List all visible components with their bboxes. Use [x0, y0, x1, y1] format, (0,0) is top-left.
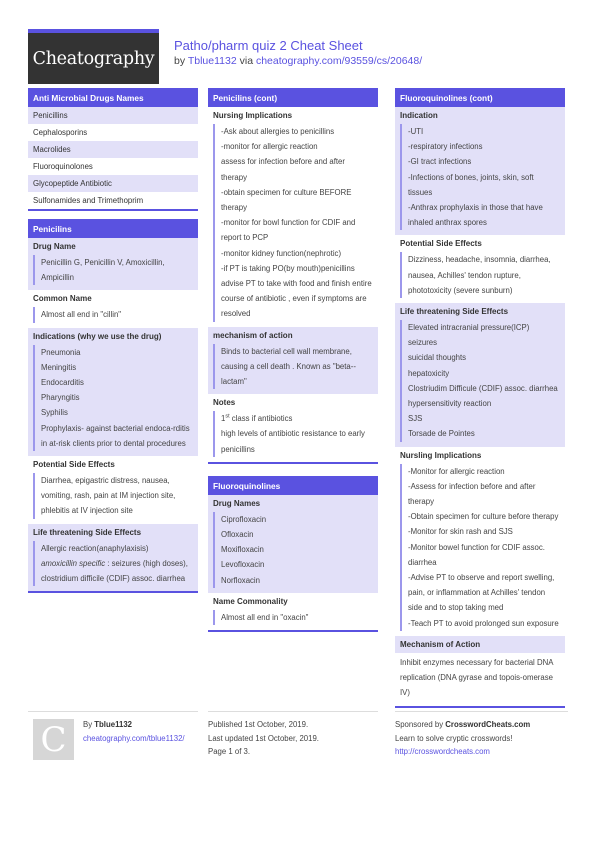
list-item: Sulfonamides and Trimethoprim [28, 192, 198, 209]
section-title: Indications (why we use the drug) [33, 331, 162, 341]
section-line: -monitor for allergic reaction [221, 142, 318, 152]
section-body [400, 252, 560, 298]
section-line: Binds to bacterial cell wall membrane, causing a cell death . Known as "beta--lactam" [221, 346, 356, 387]
section-line: -respiratory infections [408, 142, 483, 152]
page-number: Page 1 of 3. [208, 747, 251, 756]
section-line: seizures [408, 338, 438, 348]
logo-text: Cheatography [32, 48, 155, 69]
section-line: -Advise PT to observe and report swelling, pain, or inflammation at Achilles' tendon side and to stop taking med [408, 573, 555, 613]
section-line: Levofloxacin [221, 560, 265, 570]
page-title[interactable]: Patho/pharm quiz 2 Cheat Sheet [174, 38, 363, 53]
section-life-threatening [395, 303, 565, 447]
sponsor-prefix: Sponsored by [395, 720, 444, 729]
section-title: mechanism of action [213, 330, 293, 340]
section-line: Ciprofloxacin [221, 514, 267, 524]
section-mechanism-body [395, 653, 565, 706]
section-body [213, 610, 373, 625]
cheatography-logo[interactable] [28, 29, 159, 84]
footer-author-name: Tblue1132 [94, 720, 132, 729]
section-body [213, 124, 373, 322]
list-item: Penicillins [28, 107, 198, 124]
section-line: Norfloxacin [221, 575, 260, 585]
block-anti-microbial-drugs [28, 88, 198, 211]
block-title: Penicilins (cont) [208, 88, 378, 107]
section-nursing-implications [208, 107, 378, 327]
section-line: Pneumonia [41, 347, 81, 357]
block-penicilins-cont [208, 88, 378, 464]
section-line: -Monitor for skin rash and SJS [408, 527, 513, 537]
section-title: Drug Names [213, 498, 261, 508]
sponsor-tagline: Learn to solve cryptic crosswords! [395, 733, 513, 743]
author-link[interactable]: Tblue1132 [187, 55, 237, 67]
section-title: Name Commonality [213, 596, 288, 606]
sponsor-line [395, 718, 568, 732]
section-line: -if PT is taking PO(by mouth)penicillins advise PT to take with food and finish entire course of antibiotic , even if symptoms are resolved [221, 263, 372, 319]
superscript: st [225, 413, 230, 420]
section-indications [28, 328, 198, 456]
section-potential-side-effects [395, 235, 565, 303]
list-item: Glycopeptide Antibiotic [28, 175, 198, 192]
section-title: Mechanism of Action [400, 639, 481, 649]
section-line: Dizziness, headache, insomnia, diarrhea, nausea, Achilles' tendon rupture, phototoxicity (severe sunburn) [408, 255, 551, 295]
section-line-mixed [41, 556, 193, 586]
footer-author-link[interactable]: cheatography.com/tblue1132/ [83, 733, 185, 743]
section-title: Life threatening Side Effects [33, 527, 142, 537]
block-penicilins [28, 219, 198, 593]
section-line: -UTI [408, 127, 424, 136]
updated-date: Last updated 1st October, 2019. [208, 733, 319, 743]
section-name-commonality [208, 593, 378, 630]
section-line: Clostriudim Difficule (CDIF) assoc. diarrhea [408, 383, 558, 393]
section-body [213, 512, 373, 588]
column-3 [395, 88, 565, 716]
section-common-name [28, 290, 198, 327]
section-body [400, 464, 560, 631]
section-line: Prophylaxis- against bacterial endoca-rditis in at-risk clients prior to dental procedures [41, 423, 190, 448]
section-body [33, 345, 193, 451]
section-line: high levels of antibiotic resistance to early penicillins [221, 429, 365, 454]
section-line: -GI tract infections [408, 157, 472, 167]
column-1 [28, 88, 198, 601]
section-title: Drug Name [33, 242, 76, 251]
via-text: via [239, 55, 254, 67]
section-line: SJS [408, 414, 423, 424]
section-line: -Anthrax prophylaxis in those that have inhaled anthrax spores [408, 203, 543, 228]
section-line: suicidal thoughts [408, 353, 467, 363]
section-line: hypersensitivity reaction [408, 399, 492, 409]
section-body [400, 320, 560, 442]
section-notes [208, 394, 378, 462]
section-line: hepatoxicity [408, 368, 450, 378]
section-title: Notes [213, 398, 236, 408]
section-body [33, 473, 193, 519]
section-line: assess for infection before and after therapy [221, 157, 345, 182]
section-body [33, 255, 193, 285]
section-title: Nursing Implications [213, 111, 293, 120]
section-body [213, 411, 373, 457]
block-title: Penicilins [28, 219, 198, 238]
section-line: Diarrhea, epigastric distress, nausea, vomiting, rash, pain at IM injection site, phlebitis at IV injection site [41, 476, 176, 516]
section-mechanism-of-action [395, 636, 565, 653]
section-line: -Assess for infection before and after therapy [408, 481, 536, 507]
section-body [33, 541, 193, 587]
section-body [400, 655, 560, 701]
section-line: Syphilis [41, 408, 68, 418]
section-line: -Obtain specimen for culture before therapy [408, 512, 559, 522]
footer-sponsor [395, 711, 568, 759]
section-line: Almost all end in "oxacin" [221, 612, 309, 622]
section-line: -obtain specimen for culture BEFORE therapy [221, 187, 352, 213]
section-line: -Teach PT to avoid prolonged sun exposure [408, 618, 559, 628]
list-item: Macrolides [28, 141, 198, 158]
by-prefix: by [174, 55, 186, 67]
section-nursing-implications [395, 447, 565, 636]
section-title: Potential Side Effects [400, 239, 482, 249]
plain-text: class if antibiotics [229, 414, 293, 424]
list-item: Fluoroquinolones [28, 158, 198, 175]
avatar-letter: C [40, 719, 67, 760]
list-item: Cephalosporins [28, 124, 198, 141]
section-title: Indication [400, 111, 438, 120]
column-2 [208, 88, 378, 640]
section-mechanism-of-action [208, 327, 378, 395]
section-line: Ofloxacin [221, 530, 254, 540]
section-line: Moxifloxacin [221, 545, 264, 555]
section-line: Allergic reaction(anaphylaxisis) [41, 543, 149, 553]
section-line: Almost all end in "cillin" [41, 310, 122, 320]
avatar[interactable] [33, 719, 74, 760]
block-fluoroquinolines [208, 476, 378, 632]
page-footer [28, 711, 568, 771]
plain-text: : seizures (high doses), clostridium difficile (CDIF) assoc. diarrhea [41, 558, 188, 584]
section-line: Endocarditis [41, 378, 84, 388]
section-line: -monitor for bowl function for CDIF and report to PCP [221, 218, 356, 243]
section-title: Life threatening Side Effects [400, 307, 509, 317]
sponsor-link[interactable]: http://crosswordcheats.com [395, 747, 490, 756]
footer-author [28, 711, 198, 771]
section-line: Elevated intracranial pressure(ICP) [408, 323, 530, 333]
section-body [213, 344, 373, 390]
section-title: Nursling Implications [400, 450, 482, 460]
section-body [400, 124, 560, 230]
block-title: Fluoroquinolines [208, 476, 378, 495]
plain-text: 1 [221, 414, 226, 424]
page-header [28, 29, 568, 84]
block-title: Anti Microbial Drugs Names [28, 88, 198, 107]
byline [174, 55, 422, 67]
section-body [33, 307, 193, 322]
block-fluoroquinolines-cont [395, 88, 565, 708]
published-date: Published 1st October, 2019. [208, 720, 309, 729]
section-line: -Infections of bones, joints, skin, soft tissues [408, 172, 534, 197]
section-line: Meningitis [41, 362, 77, 372]
section-line: Pharyngitis [41, 393, 80, 403]
section-drug-name [28, 238, 198, 290]
section-line: -Monitor bowel function for CDIF assoc. diarrhea [408, 542, 545, 567]
section-line-mixed [221, 411, 373, 426]
section-title: Common Name [33, 294, 92, 304]
section-line: Inhibit enzymes necessary for bacterial DNA replication (DNA gyrase and topois-omerase IV) [400, 657, 553, 698]
section-line: -Ask about allergies to penicillins [221, 127, 335, 136]
footer-dates [208, 711, 378, 759]
section-potential-side-effects [28, 456, 198, 524]
section-life-threatening [28, 524, 198, 592]
by-prefix: By [83, 720, 93, 729]
section-title: Potential Side Effects [33, 460, 115, 470]
section-line: Torsade de Pointes [408, 429, 475, 439]
section-line: -Monitor for allergic reaction [408, 466, 505, 476]
sponsor-name: CrosswordCheats.com [445, 720, 531, 729]
section-line: Penicillin G, Penicillin V, Amoxicillin, Ampicillin [41, 258, 165, 283]
block-title: Fluoroquinolines (cont) [395, 88, 565, 107]
section-indication [395, 107, 565, 235]
italic-text: amoxicillin specific [41, 558, 106, 568]
section-drug-names [208, 495, 378, 593]
footer-author-info [83, 718, 185, 745]
section-line: -monitor kidney function(nephrotic) [221, 248, 342, 258]
sheet-url-link[interactable]: cheatography.com/93559/cs/20648/ [255, 55, 423, 67]
